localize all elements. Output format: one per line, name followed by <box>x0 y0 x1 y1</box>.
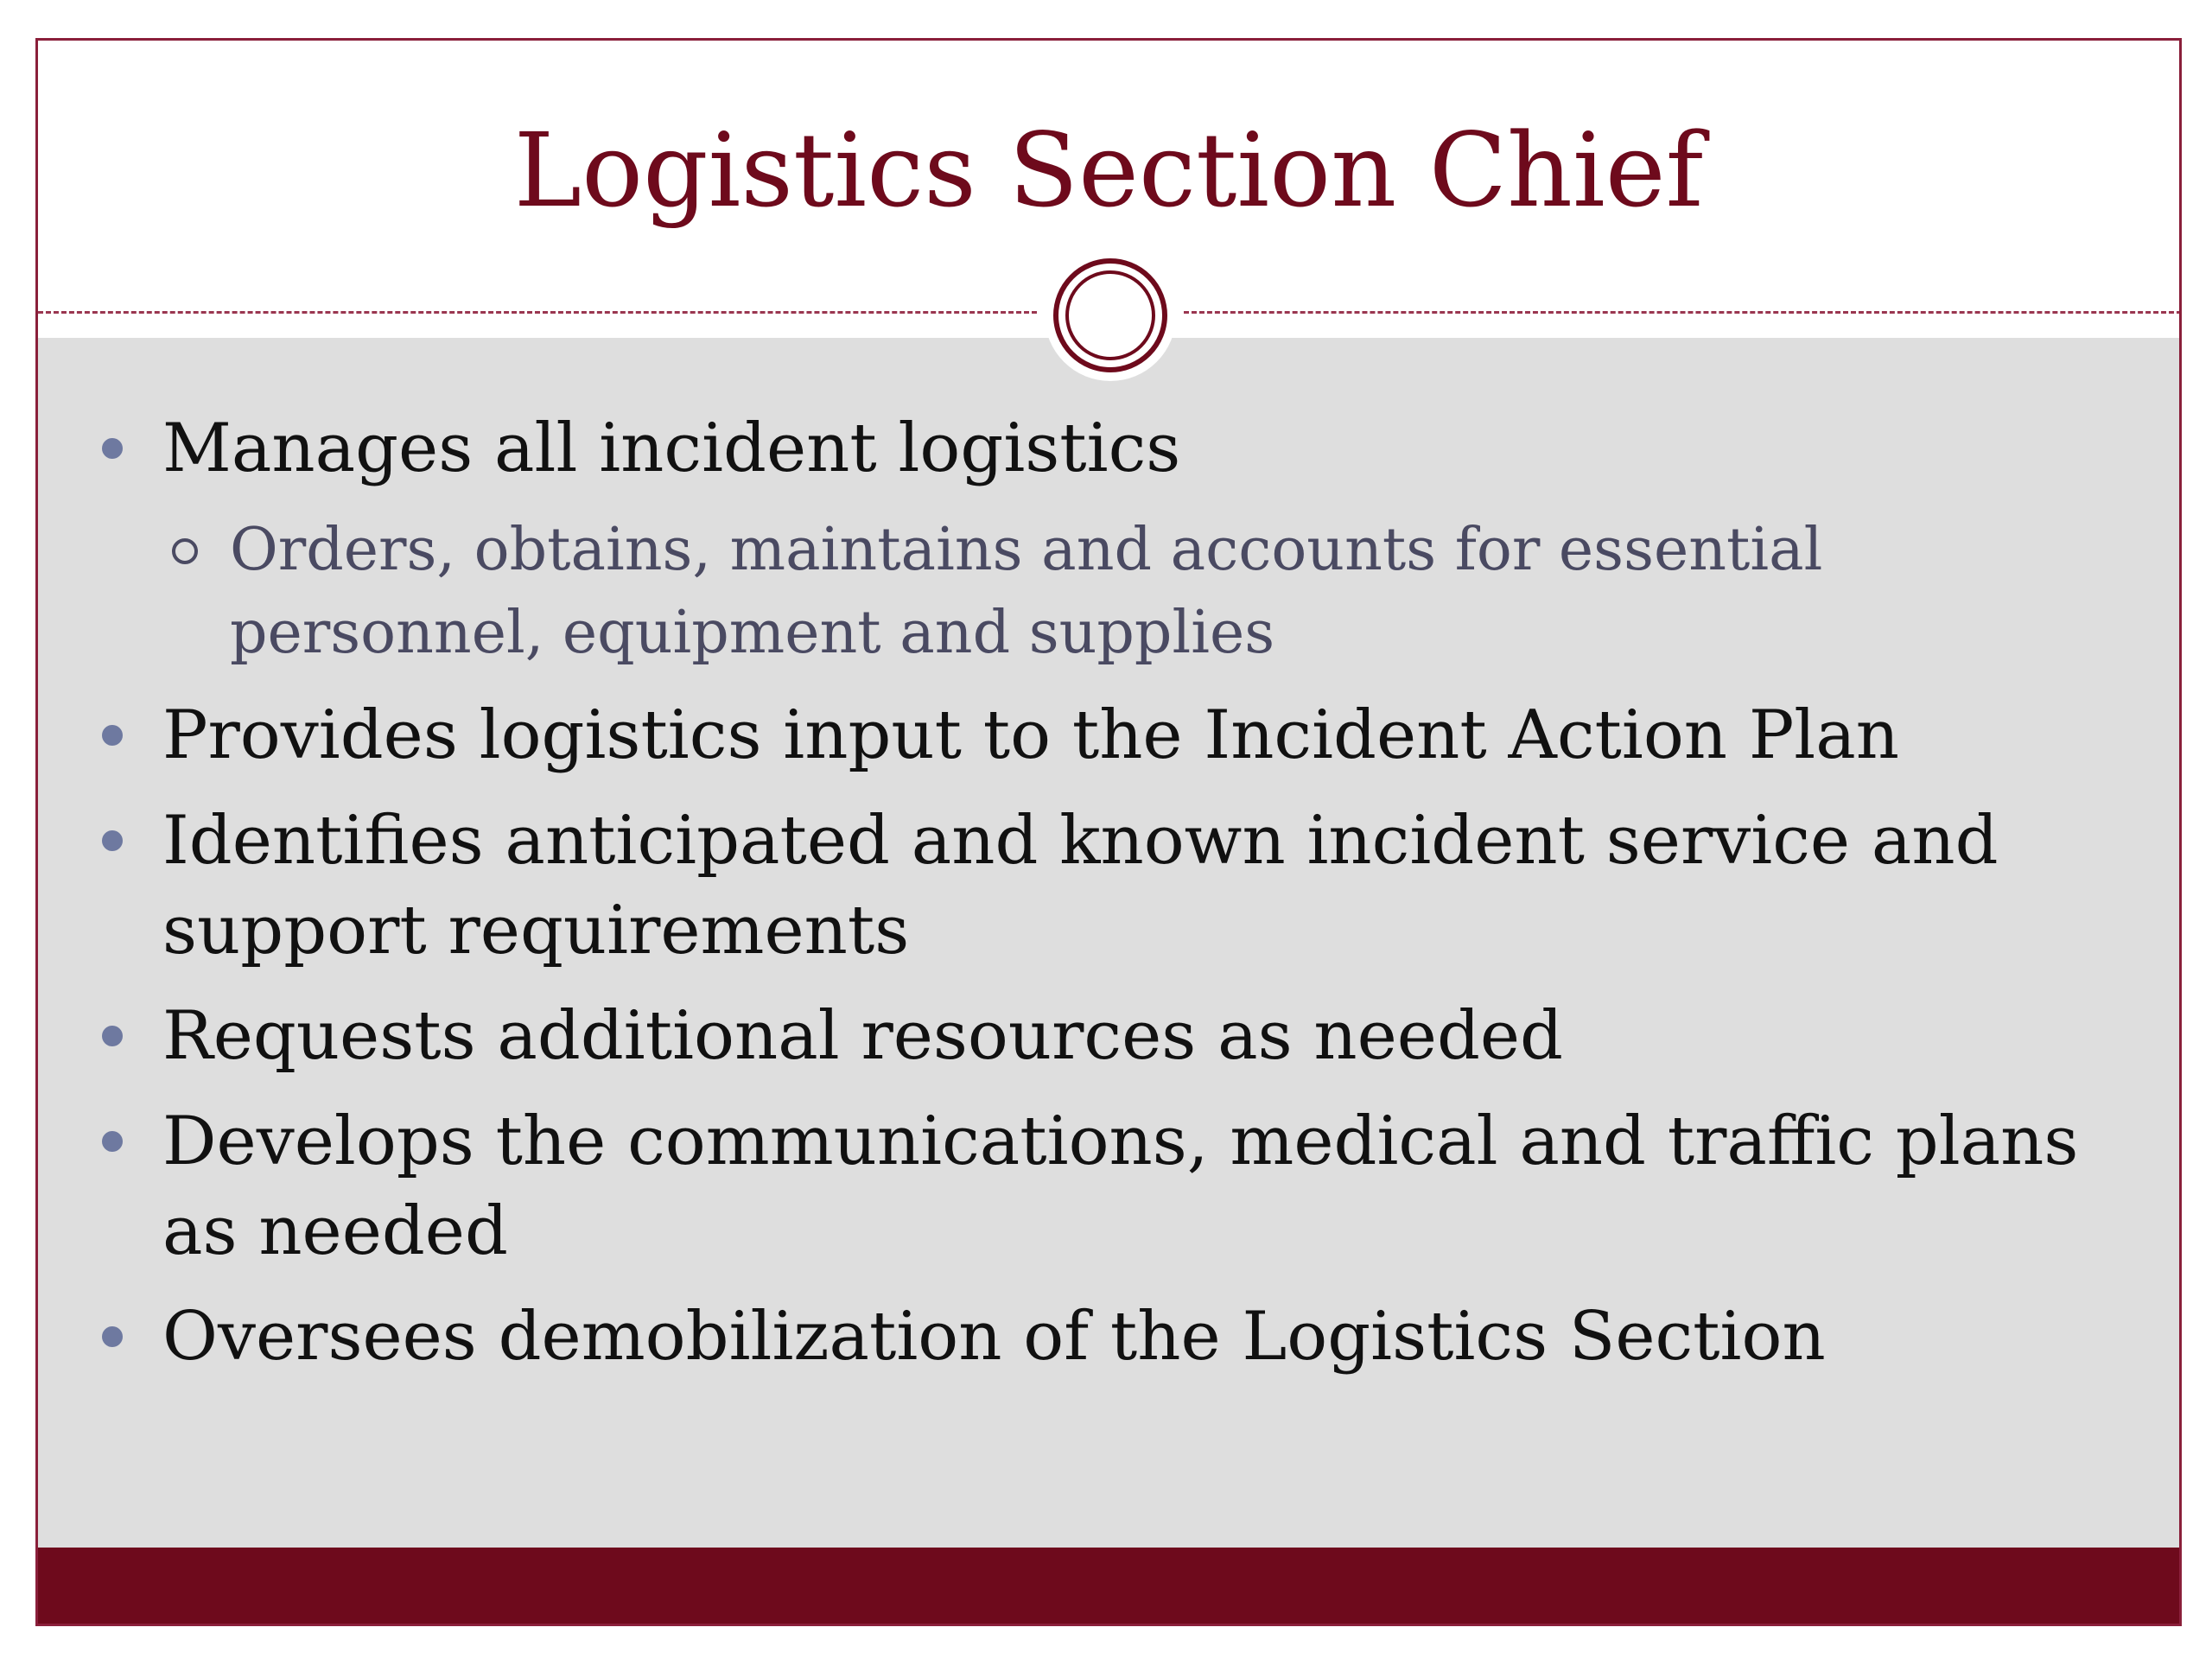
bullet-icon <box>102 1131 123 1152</box>
bullet-item <box>38 1096 2179 1276</box>
bullet-icon <box>102 830 123 851</box>
slide-title: Logistics Section Chief <box>513 111 1704 230</box>
bullet-text: Identifies anticipated and known incident service and support requirements <box>162 802 1999 969</box>
sub-bullet-item <box>38 509 2179 675</box>
bullet-text: Oversees demobilization of the Logistics Section <box>162 1298 1826 1376</box>
bullet-item <box>38 796 2179 976</box>
sub-bullet-text: Orders, obtains, maintains and accounts for essential personnel, equipment and supplies <box>230 516 1823 667</box>
bullet-icon <box>102 725 123 746</box>
bullet-text: Provides logistics input to the Incident Action Plan <box>162 696 1899 774</box>
bullet-list <box>38 404 2179 1397</box>
bullet-text: Manages all incident logistics <box>162 410 1181 487</box>
bullet-icon <box>102 438 123 459</box>
bullet-item <box>38 1292 2179 1382</box>
bullet-text: Requests additional resources as needed <box>162 997 1563 1075</box>
slide <box>35 38 2182 1626</box>
bullet-item <box>38 991 2179 1081</box>
title-divider-right <box>1184 311 2182 314</box>
bullet-text: Develops the communications, medical and traffic plans as needed <box>162 1103 2079 1270</box>
ornament-inner-ring <box>1065 270 1155 360</box>
bullet-icon <box>102 1026 123 1046</box>
bullet-item <box>38 690 2179 780</box>
title-divider-left <box>38 311 1037 314</box>
footer-bar <box>38 1548 2179 1624</box>
bullet-icon <box>102 1326 123 1347</box>
bullet-item <box>38 404 2179 493</box>
sub-bullet-icon <box>172 538 198 564</box>
